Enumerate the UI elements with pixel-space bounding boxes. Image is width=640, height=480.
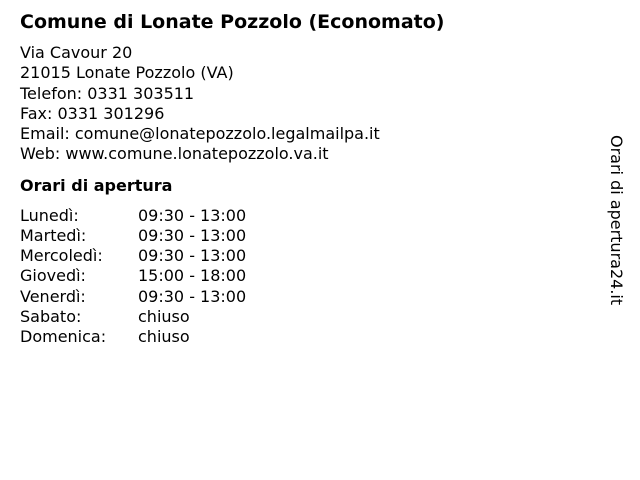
hours-row-friday (20, 287, 580, 307)
day-label: Lunedì: (20, 205, 79, 225)
day-hours: 09:30 - 13:00 (138, 205, 247, 225)
day-label: Mercoledì: (20, 246, 103, 266)
hours-row-saturday (20, 307, 580, 327)
hours-row-monday (20, 206, 580, 226)
opening-hours-heading: Orari di apertura (20, 175, 173, 195)
day-hours: chiuso (138, 327, 190, 346)
day-label: Giovedì: (20, 266, 86, 286)
business-card (20, 10, 580, 347)
website: Web: www.comune.lonatepozzolo.va.it (20, 144, 329, 164)
hours-row-tuesday (20, 226, 580, 246)
day-hours: chiuso (138, 306, 190, 326)
address-city: 21015 Lonate Pozzolo (VA) (20, 63, 234, 83)
day-label: Domenica: (20, 327, 107, 346)
opening-hours-table (20, 206, 580, 347)
day-label: Sabato: (20, 306, 82, 326)
contact-block (20, 43, 580, 165)
day-label: Venerdì: (20, 286, 86, 306)
day-hours: 09:30 - 13:00 (138, 286, 247, 306)
hours-row-thursday (20, 266, 580, 286)
business-name: Comune di Lonate Pozzolo (Economato) (20, 11, 445, 33)
address-street: Via Cavour 20 (20, 43, 133, 62)
email-address: Email: comune@lonatepozzolo.legalmailpa.it (20, 124, 380, 144)
site-watermark: Orari di apertura24.it (607, 135, 626, 306)
day-label: Martedì: (20, 225, 87, 245)
hours-row-wednesday (20, 246, 580, 266)
hours-row-sunday (20, 327, 580, 347)
fax-number: Fax: 0331 301296 (20, 103, 165, 123)
phone-number: Telefon: 0331 303511 (20, 83, 195, 103)
day-hours: 15:00 - 18:00 (138, 266, 247, 286)
day-hours: 09:30 - 13:00 (138, 225, 247, 245)
day-hours: 09:30 - 13:00 (138, 246, 247, 266)
